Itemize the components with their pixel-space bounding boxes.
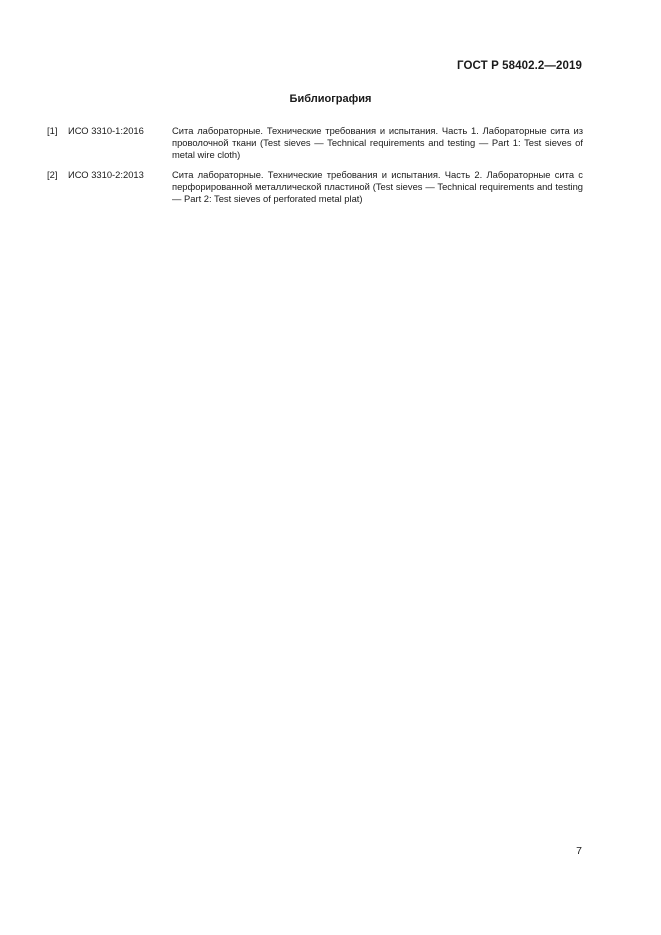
page-number: 7	[576, 845, 582, 857]
bibliography-entry-reference: ИСО 3310-2:2013	[68, 169, 144, 180]
document-header-standard: ГОСТ Р 58402.2—2019	[457, 60, 582, 72]
bibliography-entry-reference: ИСО 3310-1:2016	[68, 125, 144, 136]
bibliography-entry-text: Сита лабораторные. Технические требования и испытания. Часть 1. Лабораторные сита из проволочной ткани (Test sieves — Technical requirements and testing — Part 1: Test sieves of metal wire cloth)	[172, 125, 583, 160]
bibliography-entry	[47, 125, 583, 161]
bibliography-entry	[47, 169, 583, 205]
section-title: Библиография	[289, 93, 372, 105]
bibliography-list	[47, 125, 583, 213]
bibliography-entry-number: [1]	[47, 125, 58, 136]
bibliography-entry-text: Сита лабораторные. Технические требования и испытания. Часть 2. Лабораторные сита с перфорированной металлической пластиной (Test sieves — Technical requirements and testing — Part 2: Test sieves of perforated metal plat)	[172, 169, 583, 204]
bibliography-entry-number: [2]	[47, 169, 58, 180]
